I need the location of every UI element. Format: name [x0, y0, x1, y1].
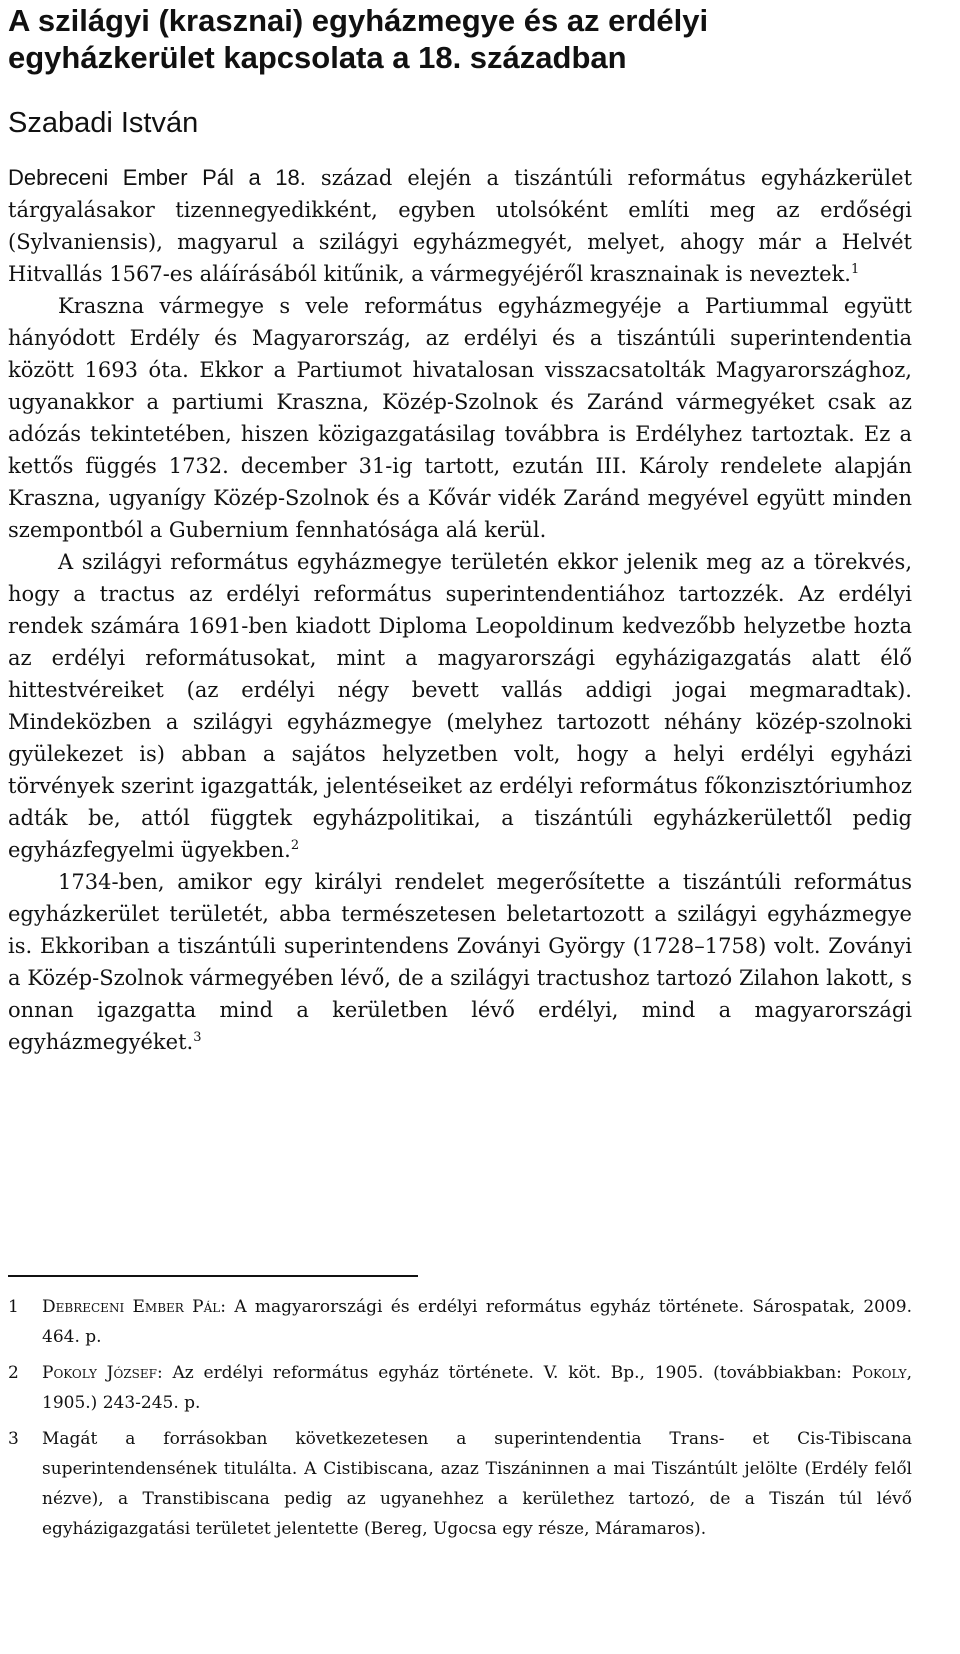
footnote-2: [8, 1358, 912, 1418]
footnote-2-author-short: Pokoly: [851, 1363, 907, 1383]
footnote-2-body: : Az erdélyi református egyház története. V. köt. Bp., 1905. (továbbiakban:: [156, 1363, 852, 1383]
paragraph-2-text: Kraszna vármegye s vele református egyházmegyéje a Partiummal együtt hányódott Erdély és Magyarország, az erdélyi és a tiszántúli superintendentia között 1693 óta. Ekkor a Partiumot hivatalosan visszacsatolták Magyarországhoz, ugyanakkor a partiumi Kraszna, Közép-Szolnok és Zaránd vármegyéket csak az adózás tekintetében, hiszen közigazgatásilag továbbra is Erdélyhez tartoztak. Ez a kettős függés 1732. december 31-ig tartott, ezután III. Károly rendelete alapján Kraszna, ugyanígy Közép-Szolnok és a Kővár vidék Zaránd megyével együtt minden szempontból a Gubernium fennhatósága alá kerül.: [8, 294, 912, 542]
footnote-2-number: 2: [8, 1363, 19, 1383]
footnote-ref-3[interactable]: 3: [193, 1030, 202, 1045]
article-body: [8, 162, 912, 1058]
footnote-3-text: Magát a forrásokban következetesen a superintendentia Trans- et Cis-Tibiscana superintendensének titulálta. A Cistibiscana, azaz Tiszáninnen a mai Tiszántúlt jelölte (Erdély felől nézve), a Transtibiscana pedig az ugyanehhez a kerülethez tartozó, de a Tiszán túl lévő egyházigazgatási területet jelentette (Bereg, Ugocsa egy része, Máramaros).: [42, 1429, 912, 1539]
paragraph-1: [8, 162, 912, 290]
footnote-separator: [8, 1275, 418, 1277]
article-title: A szilágyi (krasznai) egyházmegye és az erdélyi egyházkerület kapcsolata a 18. században: [8, 3, 709, 75]
footnote-1-text: [42, 1292, 912, 1352]
document-page: [8, 0, 913, 1539]
footnote-ref-2[interactable]: 2: [290, 838, 300, 853]
footnote-3-number: 3: [8, 1429, 19, 1449]
footnote-1: [8, 1292, 912, 1352]
footnotes: [8, 1292, 912, 1550]
footnote-2-body-end: , 1905.) 243-245. p.: [42, 1363, 912, 1413]
footnote-2-author: Pokoly József: [42, 1363, 157, 1383]
article-author: Szabadi István: [8, 107, 199, 139]
footnote-ref-1[interactable]: 1: [850, 262, 860, 277]
footnote-3: [8, 1424, 912, 1544]
paragraph-1-text: század elején a tiszántúli református egyházkerület tárgyalásakor tizennegyedikként, egyben utolsóként említi meg az erdőségi (Sylvaniensis), magyarul a szilágyi egyházmegyét, melyet, ahogy már a Helvét Hitvallás 1567-es aláírásából kitűnik, a vármegyéjéről krasznainak is neveztek.: [8, 166, 913, 286]
paragraph-4: [8, 866, 912, 1058]
footnote-1-body: : A magyarországi és erdélyi református egyház története. Sárospatak, 2009. 464. p.: [42, 1297, 912, 1347]
footnote-2-text: [42, 1358, 912, 1418]
footnote-1-author: Debreceni Ember Pál: [42, 1297, 221, 1317]
footnote-1-number: 1: [8, 1297, 19, 1317]
paragraph-1-lead: Debreceni Ember Pál a 18.: [8, 165, 306, 190]
paragraph-3-text: A szilágyi református egyházmegye területén ekkor jelenik meg az a törekvés, hogy a tractus az erdélyi református superintendentiához tartozzék. Az erdélyi rendek számára 1691-ben kiadott Diploma Leopoldinum kedvezőbb helyzetbe hozta az erdélyi reformátusokat, mint a magyarországi egyházigazgatás alatt élő hittestvéreiket (az erdélyi négy bevett vallás addigi jogai megmaradtak). Mindeközben a szilágyi egyházmegye (melyhez tartozott néhány közép-szolnoki gyülekezet is) abban a sajátos helyzetben volt, hogy a helyi erdélyi egyházi törvények szerint igazgatták, jelentéseiket az erdélyi református főkonzisztóriumhoz adták be, attól függtek egyházpolitikai, a tiszántúli egyházkerülettől pedig egyházfegyelmi ügyekben.: [8, 550, 912, 862]
paragraph-4-text: 1734-ben, amikor egy királyi rendelet megerősítette a tiszántúli református egyházkerület területét, abba természetesen beletartozott a szilágyi egyházmegye is. Ekkoriban a tiszántúli superintendens Zoványi György (1728–1758) volt. Zoványi a Közép-Szolnok vármegyében lévő, de a szilágyi tractushoz tartozó Zilahon lakott, s onnan igazgatta mind a kerületben lévő erdélyi, mind a magyarországi egyházmegyéket.: [8, 870, 912, 1054]
paragraph-2: [8, 290, 912, 546]
paragraph-3: [8, 546, 912, 866]
